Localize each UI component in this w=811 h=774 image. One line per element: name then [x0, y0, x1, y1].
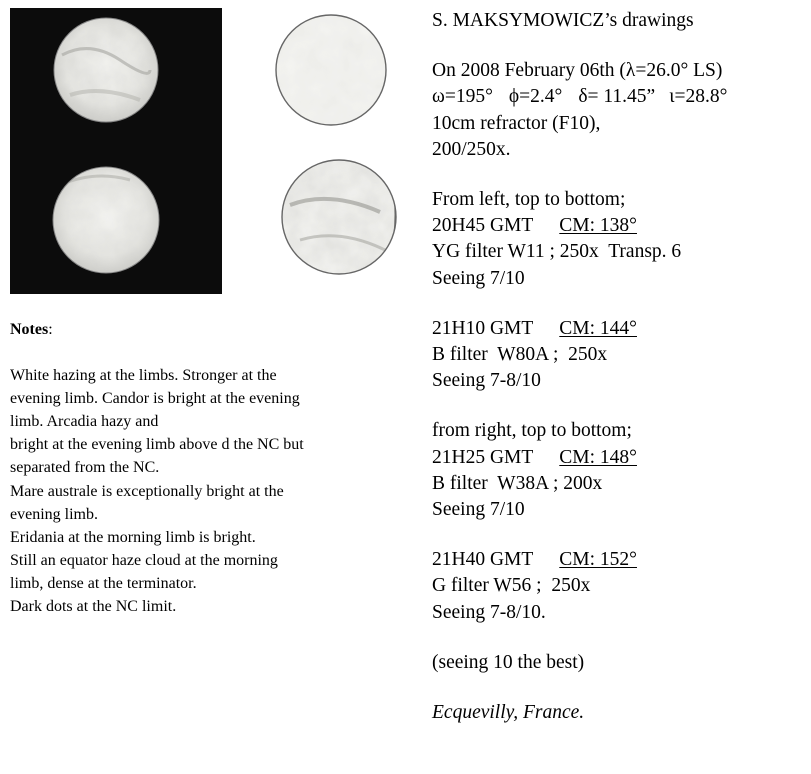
- mars-drawings-image: [0, 0, 418, 300]
- obs-2-filter: B filter W80A ; 250x: [432, 344, 608, 366]
- right-group-intro: from right, top to bottom;: [432, 420, 632, 442]
- ephemeris-params: [432, 84, 804, 110]
- obs-4-filter: G filter W56 ; 250x: [432, 575, 591, 597]
- notes-section: [10, 318, 385, 618]
- notes-line: evening limb. Candor is bright at the evening: [10, 390, 300, 408]
- left-group-intro: From left, top to bottom;: [432, 189, 626, 211]
- obs-3-seeing: Seeing 7/10: [432, 499, 525, 521]
- seeing-footnote: (seeing 10 the best): [432, 651, 585, 673]
- obs-1-time: 20H45 GMT CM: 138°: [432, 215, 637, 237]
- mars-disk-4: [280, 158, 400, 278]
- obs-1-seeing: Seeing 7/10: [432, 267, 525, 289]
- observation-info: [432, 8, 804, 726]
- obs-3-filter: B filter W38A ; 200x: [432, 472, 603, 494]
- notes-line: bright at the evening limb above d the NC but: [10, 436, 304, 454]
- notes-line: limb. Arcadia hazy and: [10, 413, 159, 431]
- iota-value: ι=28.8°: [669, 86, 728, 108]
- location: Ecquevilly, France.: [432, 702, 585, 724]
- document-title: S. MAKSYMOWICZ’s drawings: [432, 10, 694, 31]
- obs-3-cm: CM: 148°: [559, 446, 637, 468]
- notes-heading: Notes:: [10, 321, 53, 338]
- obs-4-time: 21H40 GMT CM: 152°: [432, 549, 637, 571]
- notes-line: Mare australe is exceptionally bright at the: [10, 482, 284, 500]
- observation-date: On 2008 February 06th (λ=26.0° LS): [432, 60, 723, 82]
- mars-drawings-panel: [0, 0, 418, 300]
- notes-line: Still an equator haze cloud at the morning: [10, 551, 278, 569]
- notes-line: separated from the NC.: [10, 459, 160, 477]
- delta-value: δ= 11.45”: [578, 86, 656, 108]
- magnification: 200/250x.: [432, 138, 511, 160]
- notes-line: Eridania at the morning limb is bright.: [10, 528, 256, 546]
- obs-1-cm: CM: 138°: [559, 215, 637, 237]
- obs-2-cm: CM: 144°: [559, 317, 637, 339]
- phi-value: ϕ=2.4°: [508, 86, 563, 108]
- obs-3-time: 21H25 GMT CM: 148°: [432, 446, 637, 468]
- notes-line: limb, dense at the terminator.: [10, 574, 197, 592]
- instrument: 10cm refractor (F10),: [432, 112, 601, 134]
- notes-line: White hazing at the limbs. Stronger at the: [10, 367, 277, 385]
- obs-2-time: 21H10 GMT CM: 144°: [432, 317, 637, 339]
- omega-value: ω=195°: [432, 86, 493, 108]
- mars-disk-3: [274, 13, 392, 129]
- notes-line: evening limb.: [10, 505, 98, 523]
- obs-2-seeing: Seeing 7-8/10: [432, 370, 541, 392]
- obs-1-filter: YG filter W11 ; 250x Transp. 6: [432, 241, 682, 263]
- notes-line: Dark dots at the NC limit.: [10, 598, 177, 616]
- obs-4-cm: CM: 152°: [559, 549, 637, 571]
- obs-4-seeing: Seeing 7-8/10.: [432, 601, 546, 623]
